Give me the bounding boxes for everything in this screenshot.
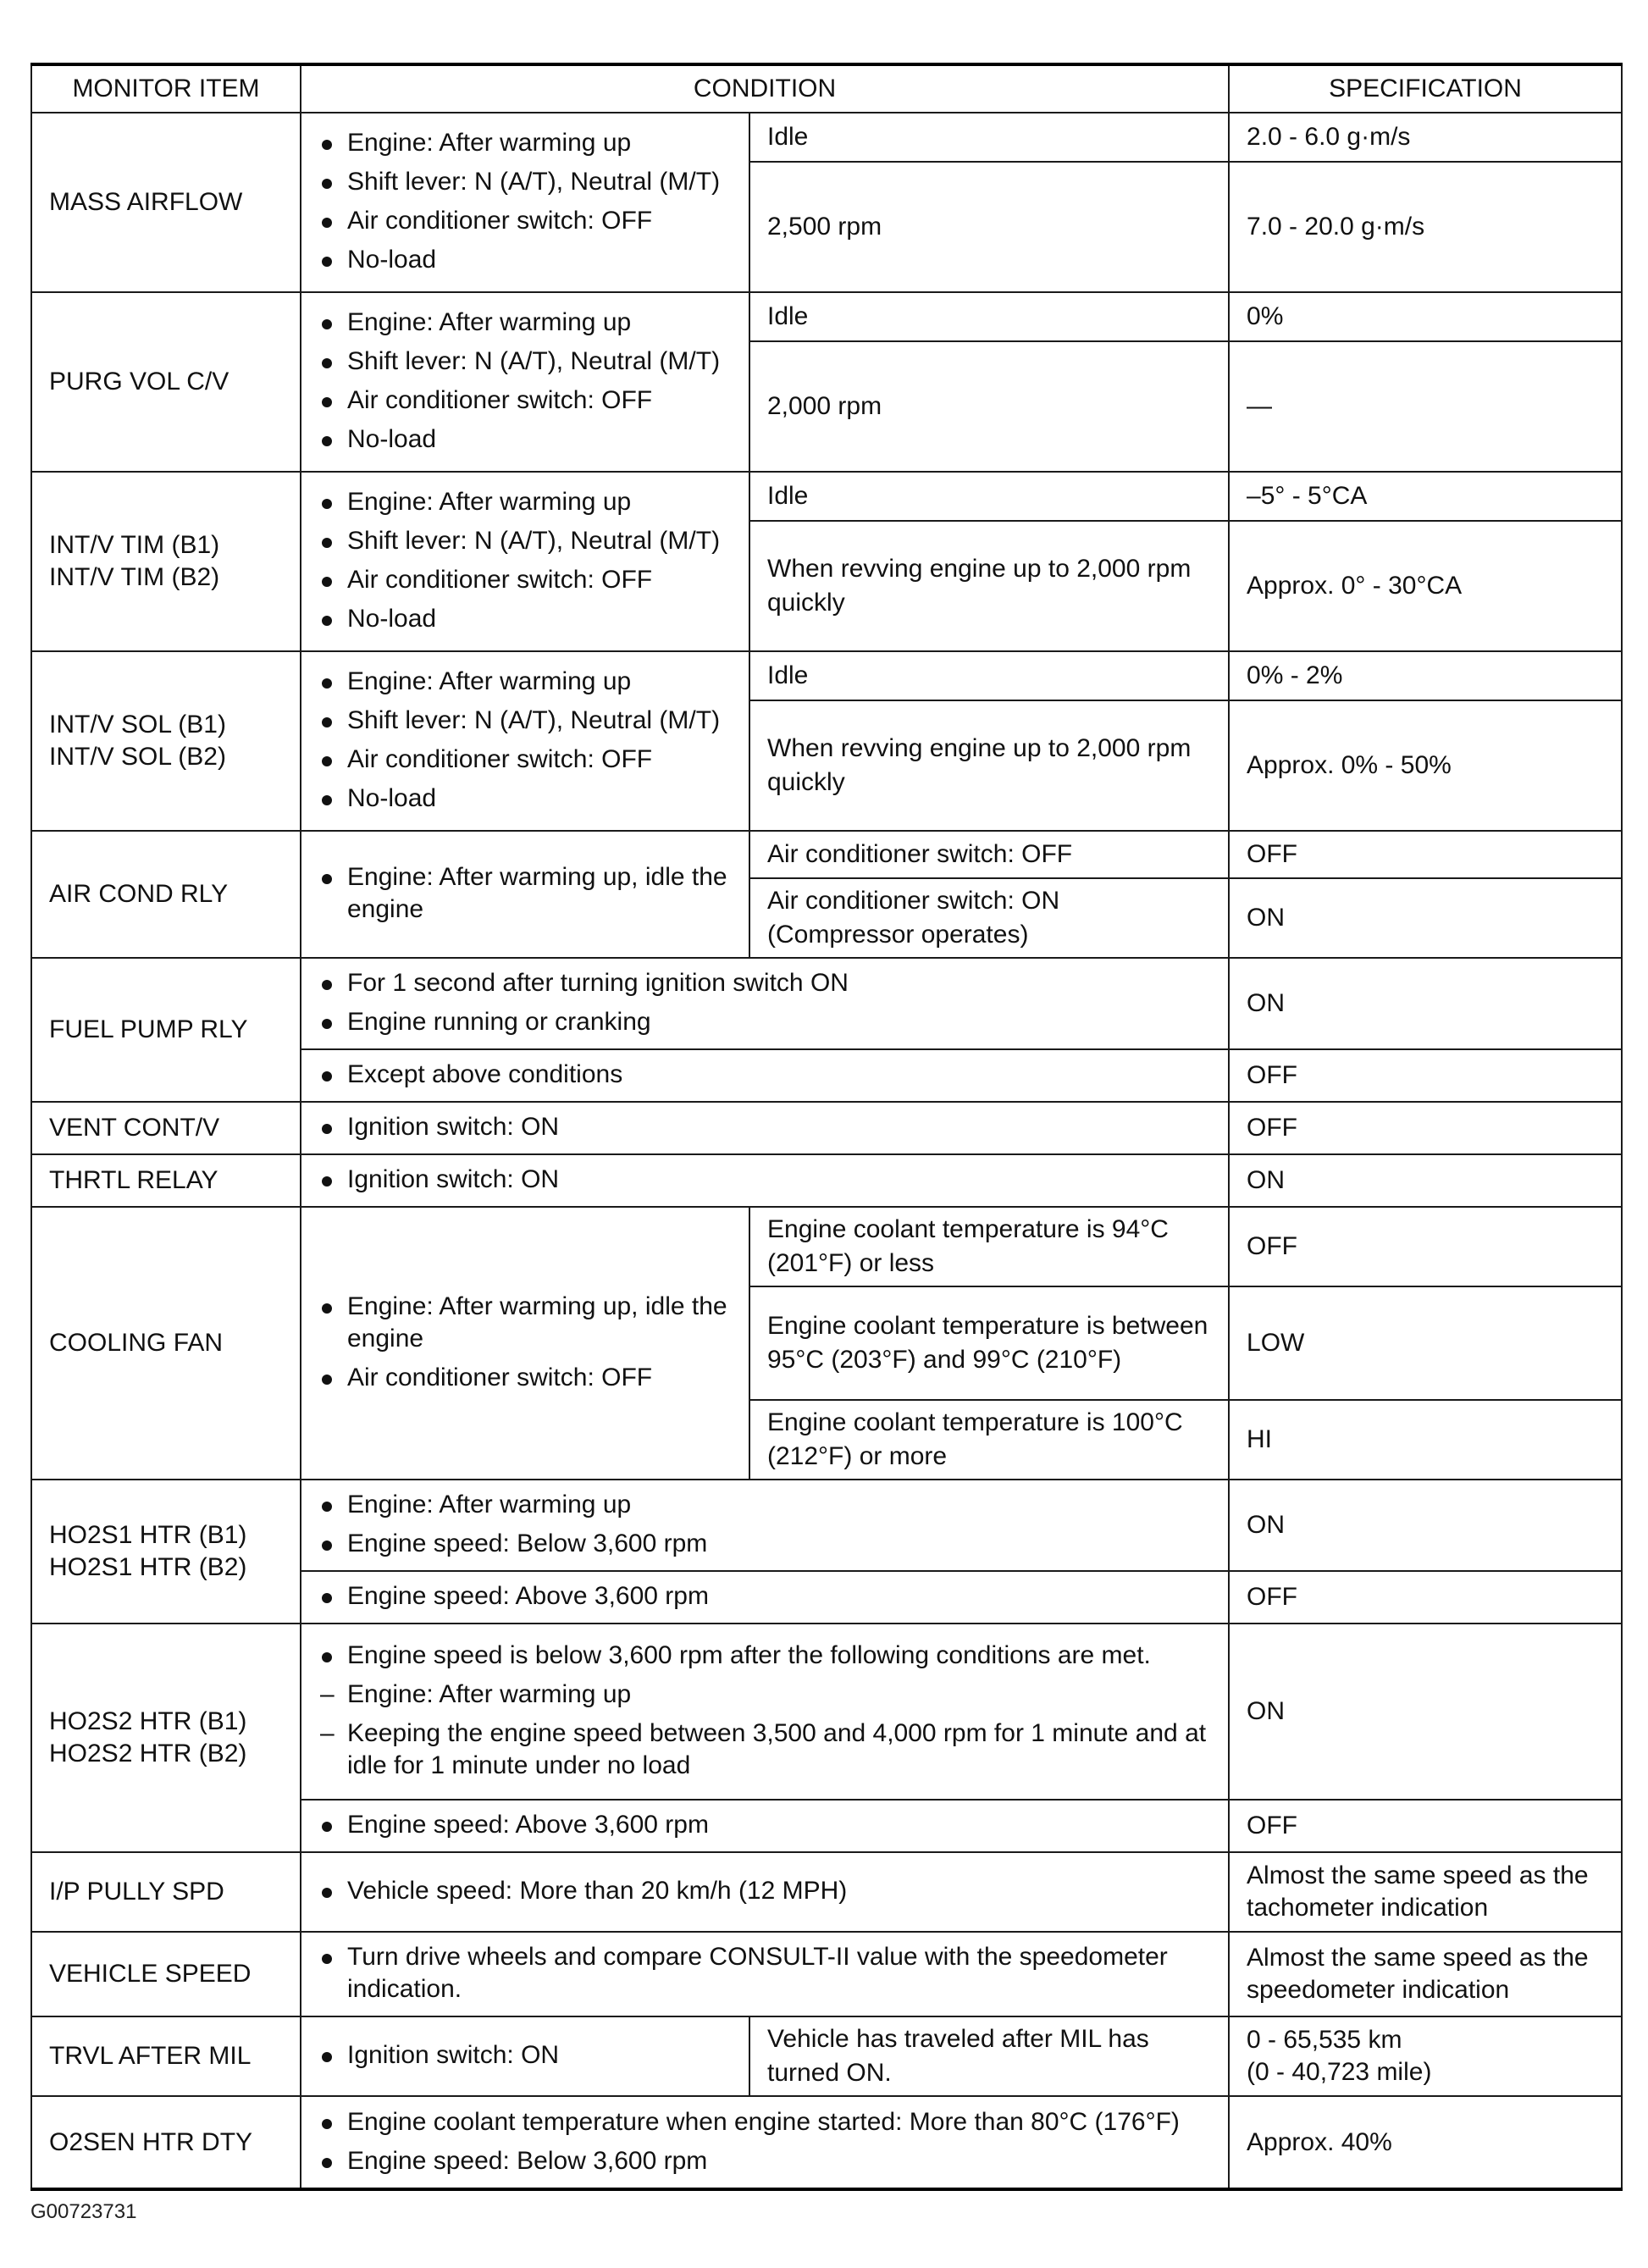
- specification-value: ON: [1229, 1154, 1622, 1207]
- specification-value: OFF: [1229, 1049, 1622, 1102]
- specification-value: Almost the same speed as the tachometer indication: [1229, 1852, 1622, 1932]
- specification-value: Almost the same speed as the speedometer indication: [1229, 1932, 1622, 2016]
- table-row: [31, 1207, 1622, 1286]
- monitor-spec-table: [30, 63, 1623, 2191]
- monitor-item: COOLING FAN: [31, 1207, 301, 1480]
- table-row: [31, 651, 1622, 700]
- monitor-item: PURG VOL C/V: [31, 292, 301, 472]
- condition-bullet: Engine speed: Above 3,600 rpm: [318, 1809, 1213, 1841]
- table-row: [31, 1154, 1622, 1207]
- table-row: [31, 1932, 1622, 2016]
- monitor-item: [31, 651, 301, 831]
- table-row: [31, 831, 1622, 878]
- table-row: [31, 2096, 1622, 2189]
- monitor-item: O2SEN HTR DTY: [31, 2096, 301, 2189]
- condition-list-cell: [301, 1049, 1229, 1102]
- condition-bullet: No-load: [318, 423, 733, 456]
- sub-condition: Idle: [749, 472, 1229, 521]
- monitor-item-line: HO2S1 HTR (B2): [49, 1553, 247, 1581]
- table-row: [31, 2016, 1622, 2096]
- table-row: [31, 1624, 1622, 1800]
- condition-bullet: Engine: After warming up: [318, 1489, 1213, 1521]
- condition-list-cell: [301, 1571, 1229, 1624]
- sub-condition: Engine coolant temperature is 94°C (201°F) or less: [749, 1207, 1229, 1286]
- specification-value: ON: [1229, 878, 1622, 958]
- sub-condition: 2,000 rpm: [749, 341, 1229, 472]
- specification-value: 0%: [1229, 292, 1622, 341]
- monitor-item: [31, 1480, 301, 1624]
- condition-list-cell: [301, 651, 749, 831]
- specification-value: Approx. 0% - 50%: [1229, 700, 1622, 831]
- condition-bullet: Shift lever: N (A/T), Neutral (M/T): [318, 525, 733, 557]
- sub-condition: Vehicle has traveled after MIL has turned ON.: [749, 2016, 1229, 2096]
- condition-list-cell: [301, 1852, 1229, 1932]
- condition-bullet: Engine: After warming up: [318, 666, 733, 698]
- monitor-item: VENT CONT/V: [31, 1102, 301, 1154]
- header-row: [31, 64, 1622, 113]
- condition-bullet: Engine: After warming up, idle the engine: [318, 861, 733, 926]
- condition-list-cell: [301, 472, 749, 651]
- monitor-item: THRTL RELAY: [31, 1154, 301, 1207]
- condition-list-cell: [301, 1624, 1229, 1800]
- specification-value: OFF: [1229, 1207, 1622, 1286]
- monitor-item-line: INT/V TIM (B2): [49, 563, 220, 591]
- condition-bullet: Air conditioner switch: OFF: [318, 384, 733, 417]
- condition-list-cell: [301, 1207, 749, 1480]
- condition-list-cell: [301, 2096, 1229, 2189]
- specification-value: ON: [1229, 958, 1622, 1049]
- condition-list-cell: [301, 1800, 1229, 1852]
- specification-value: Approx. 0° - 30°CA: [1229, 521, 1622, 651]
- condition-list-cell: [301, 1932, 1229, 2016]
- sub-condition: Air conditioner switch: OFF: [749, 831, 1229, 878]
- condition-bullet: Engine: After warming up, idle the engine: [318, 1291, 733, 1355]
- condition-bullet: Engine: After warming up: [318, 486, 733, 518]
- condition-bullet: No-load: [318, 603, 733, 635]
- condition-bullet: Engine speed: Below 3,600 rpm: [318, 1528, 1213, 1560]
- condition-bullet: Air conditioner switch: OFF: [318, 564, 733, 596]
- monitor-item: AIR COND RLY: [31, 831, 301, 958]
- specification-value: 2.0 - 6.0 g·m/s: [1229, 113, 1622, 162]
- condition-list-cell: [301, 1480, 1229, 1571]
- figure-code: G00723731: [30, 2200, 137, 2223]
- specification-value: 0% - 2%: [1229, 651, 1622, 700]
- condition-bullet: Shift lever: N (A/T), Neutral (M/T): [318, 166, 733, 198]
- monitor-item-line: HO2S2 HTR (B2): [49, 1740, 247, 1767]
- condition-bullet: Engine running or cranking: [318, 1006, 1213, 1038]
- spec-line: (0 - 40,723 mile): [1247, 2058, 1432, 2086]
- sub-condition: When revving engine up to 2,000 rpm quickly: [749, 521, 1229, 651]
- specification-value: Approx. 40%: [1229, 2096, 1622, 2189]
- condition-bullet: For 1 second after turning ignition switch ON: [318, 967, 1213, 999]
- condition-list-cell: [301, 113, 749, 292]
- monitor-item: FUEL PUMP RLY: [31, 958, 301, 1102]
- condition-bullet: Ignition switch: ON: [318, 1164, 1213, 1196]
- table-row: [31, 472, 1622, 521]
- specification-value: ON: [1229, 1480, 1622, 1571]
- monitor-item: VEHICLE SPEED: [31, 1932, 301, 2016]
- monitor-item: MASS AIRFLOW: [31, 113, 301, 292]
- condition-bullet: Air conditioner switch: OFF: [318, 205, 733, 237]
- header-specification: SPECIFICATION: [1229, 64, 1622, 113]
- condition-bullet: Except above conditions: [318, 1059, 1213, 1091]
- condition-bullet: No-load: [318, 783, 733, 815]
- monitor-item: I/P PULLY SPD: [31, 1852, 301, 1932]
- monitor-item: [31, 1624, 301, 1852]
- table-row: [31, 1102, 1622, 1154]
- condition-bullet: Engine: After warming up: [318, 307, 733, 339]
- specification-value: OFF: [1229, 1571, 1622, 1624]
- header-monitor-item: MONITOR ITEM: [31, 64, 301, 113]
- condition-bullet: Engine speed is below 3,600 rpm after the following conditions are met.: [318, 1640, 1213, 1672]
- monitor-item-line: HO2S2 HTR (B1): [49, 1707, 247, 1735]
- table-row: [31, 958, 1622, 1049]
- condition-bullet: Shift lever: N (A/T), Neutral (M/T): [318, 346, 733, 378]
- specification-value: ON: [1229, 1624, 1622, 1800]
- condition-bullet: Vehicle speed: More than 20 km/h (12 MPH): [318, 1875, 1213, 1907]
- monitor-item: TRVL AFTER MIL: [31, 2016, 301, 2096]
- specification-value: OFF: [1229, 831, 1622, 878]
- condition-bullet: No-load: [318, 244, 733, 276]
- monitor-item-line: INT/V SOL (B1): [49, 711, 226, 738]
- sub-condition: Engine coolant temperature is between 95°C (203°F) and 99°C (210°F): [749, 1286, 1229, 1400]
- condition-dash-item: – Keeping the engine speed between 3,500 and 4,000 rpm for 1 minute and at idle for 1 minute under no load: [318, 1718, 1213, 1782]
- header-condition: CONDITION: [301, 64, 1229, 113]
- specification-value: 7.0 - 20.0 g·m/s: [1229, 162, 1622, 292]
- spec-line: 0 - 65,535 km: [1247, 2026, 1402, 2054]
- monitor-item-line: HO2S1 HTR (B1): [49, 1521, 247, 1549]
- condition-dash-item: – Engine: After warming up: [318, 1679, 1213, 1711]
- condition-bullet: Ignition switch: ON: [318, 2039, 733, 2072]
- sub-condition: Idle: [749, 292, 1229, 341]
- sub-condition: 2,500 rpm: [749, 162, 1229, 292]
- condition-bullet: Engine speed: Above 3,600 rpm: [318, 1580, 1213, 1612]
- condition-list-cell: [301, 292, 749, 472]
- condition-bullet: Air conditioner switch: OFF: [318, 744, 733, 776]
- sub-condition: Idle: [749, 651, 1229, 700]
- condition-bullet: Turn drive wheels and compare CONSULT-II value with the speedometer indication.: [318, 1941, 1213, 2005]
- condition-bullet: Ignition switch: ON: [318, 1111, 1213, 1143]
- sub-condition: Engine coolant temperature is 100°C (212°F) or more: [749, 1400, 1229, 1480]
- table-row: [31, 1480, 1622, 1571]
- monitor-item-line: INT/V SOL (B2): [49, 743, 226, 771]
- sub-condition: Idle: [749, 113, 1229, 162]
- condition-list-cell: [301, 1154, 1229, 1207]
- condition-bullet: Engine coolant temperature when engine started: More than 80°C (176°F): [318, 2106, 1213, 2138]
- condition-bullet: Engine speed: Below 3,600 rpm: [318, 2145, 1213, 2177]
- condition-bullet: Air conditioner switch: OFF: [318, 1362, 733, 1394]
- table-row: [31, 292, 1622, 341]
- condition-list-cell: [301, 1102, 1229, 1154]
- specification-value: [1229, 2016, 1622, 2096]
- condition-list-cell: [301, 831, 749, 958]
- sub-condition: Air conditioner switch: ON (Compressor operates): [749, 878, 1229, 958]
- monitor-item-line: INT/V TIM (B1): [49, 531, 220, 559]
- specification-value: –5° - 5°CA: [1229, 472, 1622, 521]
- specification-value: OFF: [1229, 1102, 1622, 1154]
- specification-value: LOW: [1229, 1286, 1622, 1400]
- table-row: [31, 1852, 1622, 1932]
- sub-condition: When revving engine up to 2,000 rpm quickly: [749, 700, 1229, 831]
- specification-value: —: [1229, 341, 1622, 472]
- condition-bullet: Engine: After warming up: [318, 127, 733, 159]
- monitor-item: [31, 472, 301, 651]
- specification-value: HI: [1229, 1400, 1622, 1480]
- table-row: [31, 113, 1622, 162]
- condition-bullet: Shift lever: N (A/T), Neutral (M/T): [318, 705, 733, 737]
- condition-list-cell: [301, 2016, 749, 2096]
- condition-list-cell: [301, 958, 1229, 1049]
- specification-value: OFF: [1229, 1800, 1622, 1852]
